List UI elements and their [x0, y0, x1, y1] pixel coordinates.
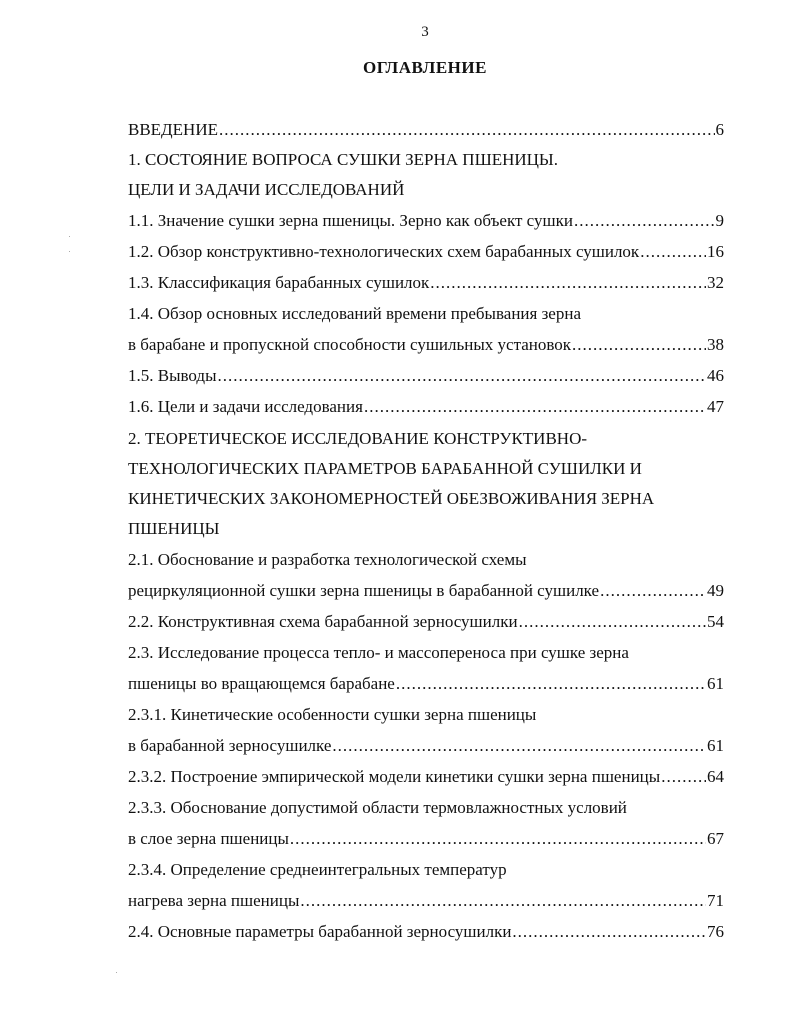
toc-entry-text: пшеницы во вращающемся барабане [128, 674, 395, 693]
dot-leader [300, 885, 706, 916]
toc-entry-2-3-4-cont[interactable] [128, 885, 724, 916]
toc-entry-text: 1.1. Значение сушки зерна пшеницы. Зерно как объект сушки [128, 211, 573, 230]
toc-entry-text: 2. ТЕОРЕТИЧЕСКОЕ ИССЛЕДОВАНИЕ КОНСТРУКТИВНО- [128, 429, 588, 448]
scan-speck [69, 251, 70, 252]
toc-entry-2-3-1-cont[interactable] [128, 730, 724, 761]
toc-page-number: 46 [707, 366, 724, 385]
toc-entry-1-4-cont[interactable] [128, 329, 724, 360]
toc-entry-text: 2.1. Обоснование и разработка технологической схемы [128, 550, 527, 569]
page-title: ОГЛАВЛЕНИЕ [363, 58, 487, 77]
toc-heading-chapter-2-cont-1[interactable] [128, 454, 724, 484]
toc-page-number: 61 [707, 674, 724, 693]
toc-entry-text: в барабанной зерносушилке [128, 736, 332, 755]
dot-leader [574, 205, 715, 236]
toc-page-number: 47 [707, 397, 724, 416]
dot-leader [640, 236, 706, 267]
toc-entry-2-3-3-cont[interactable] [128, 823, 724, 854]
toc-page-number: 32 [707, 273, 724, 292]
toc-heading-chapter-2-cont-2[interactable] [128, 484, 724, 514]
toc-page-number: 9 [715, 211, 724, 230]
toc-entry-text: 1.3. Классификация барабанных сушилок [128, 273, 430, 292]
scan-speck [69, 236, 70, 237]
toc-entry-text: в слое зерна пшеницы [128, 829, 289, 848]
toc-entry-text: ВВЕДЕНИЕ [128, 120, 218, 139]
toc-entry-1-3[interactable] [128, 267, 724, 298]
dot-leader [600, 575, 706, 606]
toc-page-number: 61 [707, 736, 724, 755]
toc-entry-2-1[interactable] [128, 544, 724, 575]
dot-leader [661, 761, 706, 792]
toc-page-number: 54 [707, 612, 724, 631]
dot-leader [219, 114, 715, 145]
toc-page-number: 71 [707, 891, 724, 910]
dot-leader [364, 391, 706, 422]
toc-entry-text: 1.2. Обзор конструктивно-технологических схем барабанных сушилок [128, 242, 640, 261]
toc-entry-text: ТЕХНОЛОГИЧЕСКИХ ПАРАМЕТРОВ БАРАБАННОЙ СУШИЛКИ И [128, 459, 642, 478]
toc-entry-2-4[interactable] [128, 916, 724, 947]
toc-entry-text: 1.4. Обзор основных исследований времени пребывания зерна [128, 304, 581, 323]
toc-entry-text: 2.2. Конструктивная схема барабанной зерносушилки [128, 612, 518, 631]
toc-page-number: 67 [707, 829, 724, 848]
toc-entry-2-3-4[interactable] [128, 854, 724, 885]
toc-page-number: 49 [707, 581, 724, 600]
toc-entry-2-2[interactable] [128, 606, 724, 637]
table-of-contents [128, 114, 724, 947]
toc-entry-text: 2.3.4. Определение среднеинтегральных температур [128, 860, 507, 879]
dot-leader [218, 360, 706, 391]
toc-entry-text: рециркуляционной сушки зерна пшеницы в барабанной сушилке [128, 581, 600, 600]
toc-entry-text: 2.4. Основные параметры барабанной зерносушилки [128, 922, 512, 941]
toc-heading-chapter-1-cont[interactable] [128, 175, 724, 205]
dot-leader [430, 267, 706, 298]
toc-entry-text: в барабане и пропускной способности сушильных установок [128, 335, 572, 354]
toc-page-number: 64 [707, 767, 724, 786]
dot-leader [572, 329, 706, 360]
toc-entry-text: 2.3.1. Кинетические особенности сушки зерна пшеницы [128, 705, 537, 724]
toc-entry-text: 1.6. Цели и задачи исследования [128, 397, 363, 416]
toc-page-number: 38 [707, 335, 724, 354]
toc-entry-text: 2.3. Исследование процесса тепло- и массопереноса при сушке зерна [128, 643, 629, 662]
dot-leader [290, 823, 706, 854]
toc-entry-text: 1.5. Выводы [128, 366, 217, 385]
toc-entry-1-6[interactable] [128, 391, 724, 422]
toc-entry-1-5[interactable] [128, 360, 724, 391]
scan-speck [116, 972, 117, 973]
toc-entry-text: КИНЕТИЧЕСКИХ ЗАКОНОМЕРНОСТЕЙ ОБЕЗВОЖИВАНИЯ ЗЕРНА [128, 489, 655, 508]
toc-entry-1-2[interactable] [128, 236, 724, 267]
toc-entry-text: 2.3.2. Построение эмпирической модели кинетики сушки зерна пшеницы [128, 767, 661, 786]
toc-entry-2-1-cont[interactable] [128, 575, 724, 606]
toc-entry-1-4[interactable] [128, 298, 724, 329]
toc-entry-2-3-2[interactable] [128, 761, 724, 792]
dot-leader [519, 606, 706, 637]
dot-leader [332, 730, 706, 761]
dot-leader [512, 916, 706, 947]
toc-entry-2-3-1[interactable] [128, 699, 724, 730]
toc-entry-introduction[interactable] [128, 114, 724, 145]
toc-heading-chapter-1[interactable] [128, 145, 724, 175]
toc-entry-2-3-3[interactable] [128, 792, 724, 823]
dot-leader [396, 668, 706, 699]
toc-page-number: 16 [707, 242, 724, 261]
toc-heading-chapter-2-cont-3[interactable] [128, 514, 724, 544]
toc-page-number: 76 [707, 922, 724, 941]
toc-entry-text: ЦЕЛИ И ЗАДАЧИ ИССЛЕДОВАНИЙ [128, 180, 405, 199]
page-number: 3 [421, 24, 429, 40]
toc-entry-text: 1. СОСТОЯНИЕ ВОПРОСА СУШКИ ЗЕРНА ПШЕНИЦЫ. [128, 150, 559, 169]
toc-page-number: 6 [715, 120, 724, 139]
toc-entry-text: нагрева зерна пшеницы [128, 891, 300, 910]
toc-heading-chapter-2[interactable] [128, 424, 724, 454]
toc-entry-text: 2.3.3. Обоснование допустимой области термовлажностных условий [128, 798, 627, 817]
toc-entry-1-1[interactable] [128, 205, 724, 236]
toc-entry-text: ПШЕНИЦЫ [128, 519, 220, 538]
toc-entry-2-3-cont[interactable] [128, 668, 724, 699]
toc-entry-2-3[interactable] [128, 637, 724, 668]
